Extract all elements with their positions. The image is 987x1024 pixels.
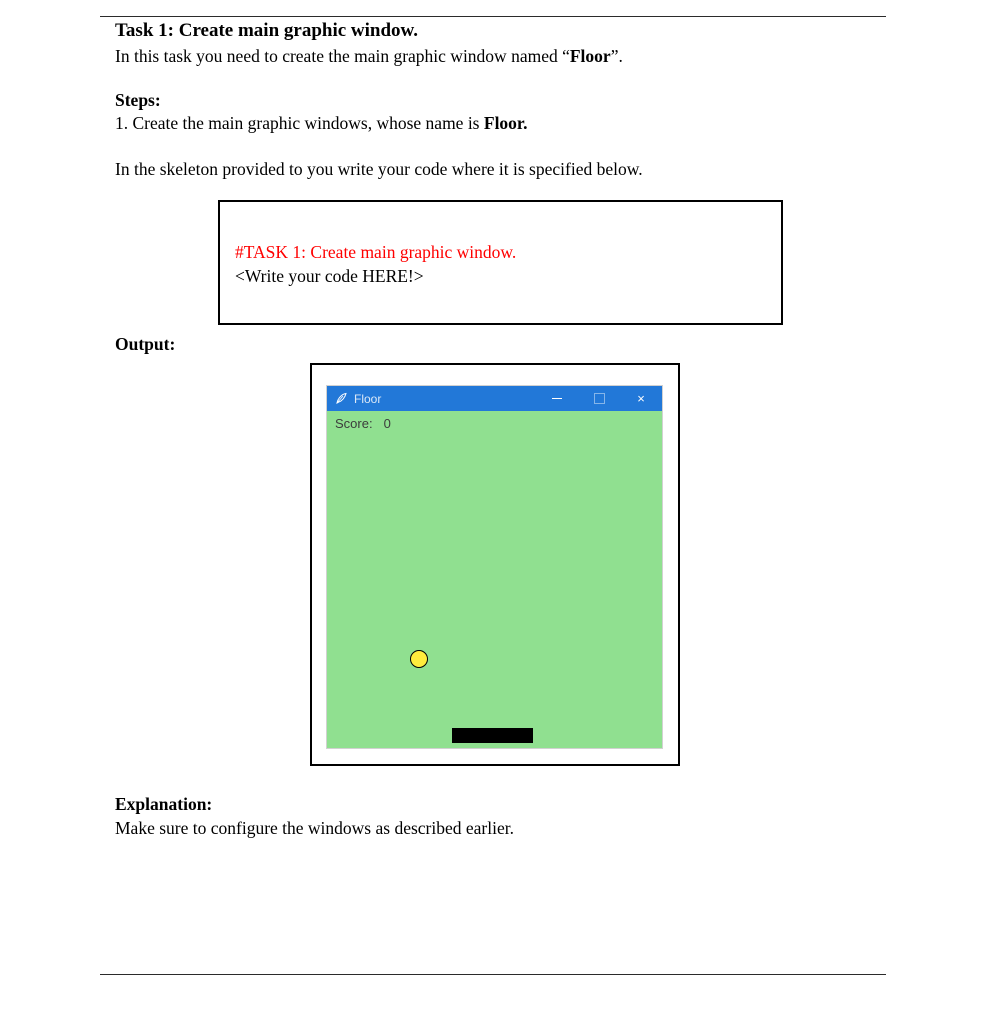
maximize-icon	[594, 393, 605, 404]
score-display	[335, 416, 391, 431]
intro-bold-floor: Floor	[569, 46, 611, 66]
minimize-button[interactable]	[536, 386, 578, 411]
window-titlebar	[327, 386, 662, 411]
code-placeholder-line: <Write your code HERE!>	[235, 266, 424, 286]
output-label: Output:	[115, 334, 176, 354]
intro-paragraph	[115, 45, 623, 68]
floor-window	[327, 386, 662, 748]
output-screenshot-frame	[310, 363, 680, 766]
score-label: Score:	[335, 416, 373, 431]
window-controls	[536, 386, 662, 411]
step-1-bold-floor: Floor.	[483, 113, 528, 133]
task-heading: Task 1: Create main graphic window.	[115, 20, 418, 41]
game-canvas	[327, 411, 662, 748]
intro-prefix: In this task you need to create the main graphic window named “	[115, 46, 570, 66]
steps-label: Steps:	[115, 90, 161, 110]
bottom-divider	[100, 974, 886, 975]
explanation-text: Make sure to configure the windows as described earlier.	[115, 818, 514, 838]
step-1	[115, 112, 527, 135]
paddle	[452, 728, 533, 743]
intro-suffix: ”.	[610, 46, 623, 66]
code-skeleton-box	[218, 200, 783, 325]
skeleton-note: In the skeleton provided to you write your code where it is specified below.	[115, 159, 643, 179]
window-title: Floor	[354, 391, 382, 406]
ball	[410, 650, 428, 668]
score-value: 0	[383, 416, 391, 431]
tk-feather-icon	[335, 392, 348, 405]
close-button[interactable]: ×	[637, 391, 645, 406]
maximize-button[interactable]	[578, 386, 620, 411]
minimize-icon	[552, 398, 562, 399]
top-divider	[100, 16, 886, 17]
step-1-text: 1. Create the main graphic windows, whose name is	[115, 113, 484, 133]
code-comment-line: #TASK 1: Create main graphic window.	[235, 242, 517, 262]
explanation-label: Explanation:	[115, 794, 213, 814]
